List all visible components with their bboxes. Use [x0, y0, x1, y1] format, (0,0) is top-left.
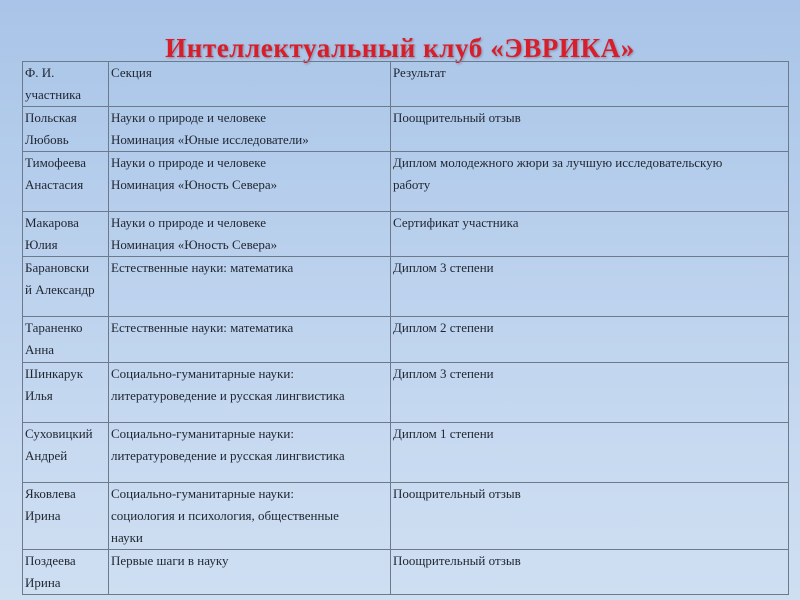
- result-cell: [391, 363, 789, 423]
- participant-name-cell: [23, 152, 109, 212]
- result-line: Диплом молодежного жюри за лучшую исследовательскую: [393, 155, 723, 170]
- table-row: [23, 107, 789, 152]
- section-line: Номинация «Юность Севера»: [111, 237, 278, 252]
- table-row: [23, 483, 789, 550]
- header-participant-name: [23, 62, 109, 107]
- table-row: [23, 550, 789, 595]
- section-cell: [109, 257, 391, 317]
- participant-name-cell: [23, 550, 109, 595]
- participant-name-cell: [23, 257, 109, 317]
- section-line: Первые шаги в науку: [111, 553, 229, 568]
- result-line: работу: [393, 177, 431, 192]
- result-line: Диплом 2 степени: [393, 320, 494, 335]
- section-line: Науки о природе и человеке: [111, 110, 267, 125]
- table-row: [23, 317, 789, 363]
- participant-name-line: Шинкарук: [25, 366, 84, 381]
- section-line: Науки о природе и человеке: [111, 155, 267, 170]
- section-cell: [109, 317, 391, 363]
- section-cell: [109, 212, 391, 257]
- result-cell: [391, 317, 789, 363]
- participant-name-line: Юлия: [25, 237, 58, 252]
- section-cell: [109, 152, 391, 212]
- table-row: [23, 363, 789, 423]
- section-line: Номинация «Юность Севера»: [111, 177, 278, 192]
- participant-name-line: Анна: [25, 342, 55, 357]
- participant-name-line: Поздеева: [25, 553, 76, 568]
- result-cell: [391, 212, 789, 257]
- participant-name-cell: [23, 423, 109, 483]
- header-name-line2: участника: [25, 87, 82, 102]
- section-line: Номинация «Юные исследователи»: [111, 132, 309, 147]
- result-line: Поощрительный отзыв: [393, 486, 521, 501]
- result-line: Диплом 1 степени: [393, 426, 494, 441]
- participant-name-line: Яковлева: [25, 486, 76, 501]
- section-line: Социально-гуманитарные науки:: [111, 486, 294, 501]
- result-cell: [391, 550, 789, 595]
- header-result: Результат: [391, 62, 789, 107]
- section-cell: [109, 423, 391, 483]
- participant-name-line: Ирина: [25, 508, 61, 523]
- result-line: Поощрительный отзыв: [393, 553, 521, 568]
- result-cell: [391, 257, 789, 317]
- participant-name-line: Любовь: [25, 132, 69, 147]
- section-cell: [109, 363, 391, 423]
- section-cell: [109, 550, 391, 595]
- section-line: Науки о природе и человеке: [111, 215, 267, 230]
- result-line: Диплом 3 степени: [393, 260, 494, 275]
- table-row: [23, 257, 789, 317]
- header-section: Секция: [109, 62, 391, 107]
- participant-name-line: Тимофеева: [25, 155, 87, 170]
- participant-name-cell: [23, 483, 109, 550]
- section-line: Естественные науки: математика: [111, 320, 294, 335]
- section-cell: [109, 107, 391, 152]
- table-body: [23, 107, 789, 595]
- participant-name-cell: [23, 212, 109, 257]
- participant-name-cell: [23, 107, 109, 152]
- section-cell: [109, 483, 391, 550]
- participant-name-line: Тараненко: [25, 320, 83, 335]
- result-cell: [391, 107, 789, 152]
- section-line: науки: [111, 530, 143, 545]
- page-title: Интеллектуальный клуб «ЭВРИКА»: [165, 33, 635, 63]
- section-line: литературоведение и русская лингвистика: [111, 448, 345, 463]
- participant-name-cell: [23, 317, 109, 363]
- result-line: Сертификат участника: [393, 215, 519, 230]
- table-header: [23, 62, 789, 107]
- table-row: [23, 152, 789, 212]
- section-line: Социально-гуманитарные науки:: [111, 366, 294, 381]
- section-line: Социально-гуманитарные науки:: [111, 426, 294, 441]
- header-name-line1: Ф. И.: [25, 65, 55, 80]
- participant-name-line: Макарова: [25, 215, 79, 230]
- result-cell: [391, 483, 789, 550]
- table-row: [23, 212, 789, 257]
- participant-name-cell: [23, 363, 109, 423]
- participant-name-line: Барановски: [25, 260, 90, 275]
- section-line: литературоведение и русская лингвистика: [111, 388, 345, 403]
- table-row: [23, 423, 789, 483]
- results-table: [22, 61, 789, 595]
- participant-name-line: Андрей: [25, 448, 68, 463]
- section-line: Естественные науки: математика: [111, 260, 294, 275]
- header-row: [23, 62, 789, 107]
- participant-name-line: Польская: [25, 110, 77, 125]
- result-line: Поощрительный отзыв: [393, 110, 521, 125]
- participant-name-line: й Александр: [25, 282, 95, 297]
- result-cell: [391, 152, 789, 212]
- result-line: Диплом 3 степени: [393, 366, 494, 381]
- participant-name-line: Илья: [25, 388, 53, 403]
- result-cell: [391, 423, 789, 483]
- participant-name-line: Ирина: [25, 575, 61, 590]
- participant-name-line: Анастасия: [25, 177, 84, 192]
- participant-name-line: Суховицкий: [25, 426, 93, 441]
- section-line: социология и психология, общественные: [111, 508, 339, 523]
